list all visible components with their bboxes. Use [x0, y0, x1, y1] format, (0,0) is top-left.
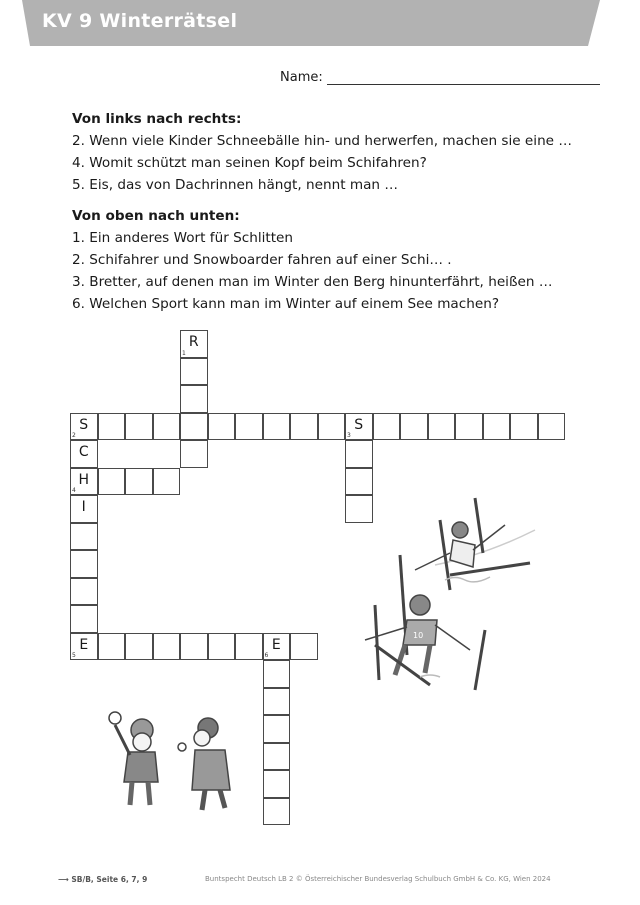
crossword-cell[interactable] — [345, 440, 373, 468]
clues — [72, 108, 572, 315]
crossword-cell[interactable] — [538, 413, 566, 441]
svg-text:10: 10 — [413, 631, 424, 640]
crossword-cell[interactable] — [373, 413, 401, 441]
crossword-cell[interactable] — [345, 468, 373, 496]
crossword-cell[interactable] — [263, 715, 291, 743]
crossword-cell[interactable] — [400, 413, 428, 441]
crossword-cell[interactable] — [180, 440, 208, 468]
crossword-cell[interactable] — [208, 633, 236, 661]
given-letter: R — [188, 334, 199, 350]
crossword-cell[interactable] — [263, 688, 291, 716]
copyright: Buntspecht Deutsch LB 2 © Österreichischer Bundesverlag Schulbuch GmbH & Co. KG, Wien 2024 — [205, 875, 551, 883]
given-letter: E — [271, 636, 281, 653]
given-letter: E — [79, 636, 89, 653]
skiers-illustration — [355, 495, 550, 695]
crossword-cell[interactable] — [98, 633, 126, 661]
page-title: KV 9 Winterrätsel — [42, 10, 238, 32]
crossword-cell[interactable] — [235, 413, 263, 441]
crossword-cell[interactable] — [428, 413, 456, 441]
crossword-cell[interactable] — [180, 330, 208, 358]
crossword-cell[interactable] — [70, 605, 98, 633]
crossword-cell[interactable] — [70, 440, 98, 468]
down-heading: Von oben nach unten: — [72, 208, 240, 224]
crossword-cell[interactable] — [70, 523, 98, 551]
crossword-cell[interactable] — [98, 413, 126, 441]
clue-down-2: 2. Schifahrer und Snowboarder fahren auf einer Schi… . — [72, 252, 452, 268]
clue-across-4: 4. Womit schützt man seinen Kopf beim Schifahren? — [72, 155, 427, 171]
clue-down-1: 1. Ein anderes Wort für Schlitten — [72, 230, 294, 246]
crossword-cell[interactable] — [235, 633, 263, 661]
given-letter: H — [78, 471, 90, 488]
crossword-cell[interactable] — [153, 633, 181, 661]
crossword-cell[interactable] — [290, 633, 318, 661]
name-label: Name: — [280, 70, 323, 85]
clue-number: 1 — [182, 349, 186, 357]
clue-down-3: 3. Bretter, auf denen man im Winter den Berg hinunterfährt, heißen … — [72, 274, 553, 290]
clue-across-2: 2. Wenn viele Kinder Schneebälle hin- und herwerfen, machen sie eine … — [72, 133, 572, 149]
crossword-cell[interactable] — [70, 413, 98, 441]
crossword-cell[interactable] — [318, 413, 346, 441]
crossword-cell[interactable] — [125, 468, 153, 496]
clue-across-5: 5. Eis, das von Dachrinnen hängt, nennt man … — [72, 177, 398, 193]
crossword-cell[interactable] — [70, 550, 98, 578]
crossword-cell[interactable] — [290, 413, 318, 441]
crossword-cell[interactable] — [510, 413, 538, 441]
clue-number: 5 — [72, 652, 76, 659]
crossword-cell[interactable] — [70, 578, 98, 606]
crossword-cell[interactable] — [180, 633, 208, 661]
given-letter: S — [354, 416, 364, 433]
crossword-cell[interactable] — [263, 660, 291, 688]
crossword-cell[interactable] — [455, 413, 483, 441]
crossword-cell[interactable] — [263, 770, 291, 798]
crossword-cell[interactable] — [70, 633, 98, 661]
crossword-cell[interactable] — [70, 495, 98, 523]
crossword-cell[interactable] — [125, 633, 153, 661]
children-snowball-illustration — [100, 710, 250, 815]
crossword-cell[interactable] — [263, 743, 291, 771]
crossword-cell[interactable] — [345, 413, 373, 441]
clue-down-6: 6. Welchen Sport kann man im Winter auf einem See machen? — [72, 296, 500, 312]
crossword-cell[interactable] — [180, 413, 208, 441]
textbook-reference: ⟶ SB/B, Seite 6, 7, 9 — [58, 875, 148, 884]
crossword-cell[interactable] — [125, 413, 153, 441]
crossword-cell[interactable] — [483, 413, 511, 441]
clue-number: 6 — [264, 652, 269, 659]
crossword-cell[interactable] — [180, 385, 208, 413]
crossword-cell[interactable] — [180, 358, 208, 386]
given-letter: I — [81, 499, 86, 515]
crossword-cell[interactable] — [153, 468, 181, 496]
crossword-cell[interactable] — [263, 798, 291, 826]
across-heading: Von links nach rechts: — [72, 111, 242, 127]
given-letter: S — [79, 416, 89, 433]
crossword-cell[interactable] — [70, 468, 98, 496]
header-banner — [0, 0, 640, 50]
crossword-cell[interactable] — [263, 413, 291, 441]
crossword-cell[interactable] — [208, 413, 236, 441]
name-field[interactable] — [280, 70, 600, 85]
clue-number: 4 — [72, 487, 76, 494]
crossword-cell[interactable] — [98, 468, 126, 496]
clue-number: 2 — [72, 432, 76, 439]
crossword-cell[interactable] — [263, 633, 291, 661]
clue-number: 3 — [347, 432, 351, 439]
name-input-line[interactable] — [327, 74, 600, 85]
given-letter: C — [78, 444, 89, 460]
crossword-cell[interactable] — [153, 413, 181, 441]
